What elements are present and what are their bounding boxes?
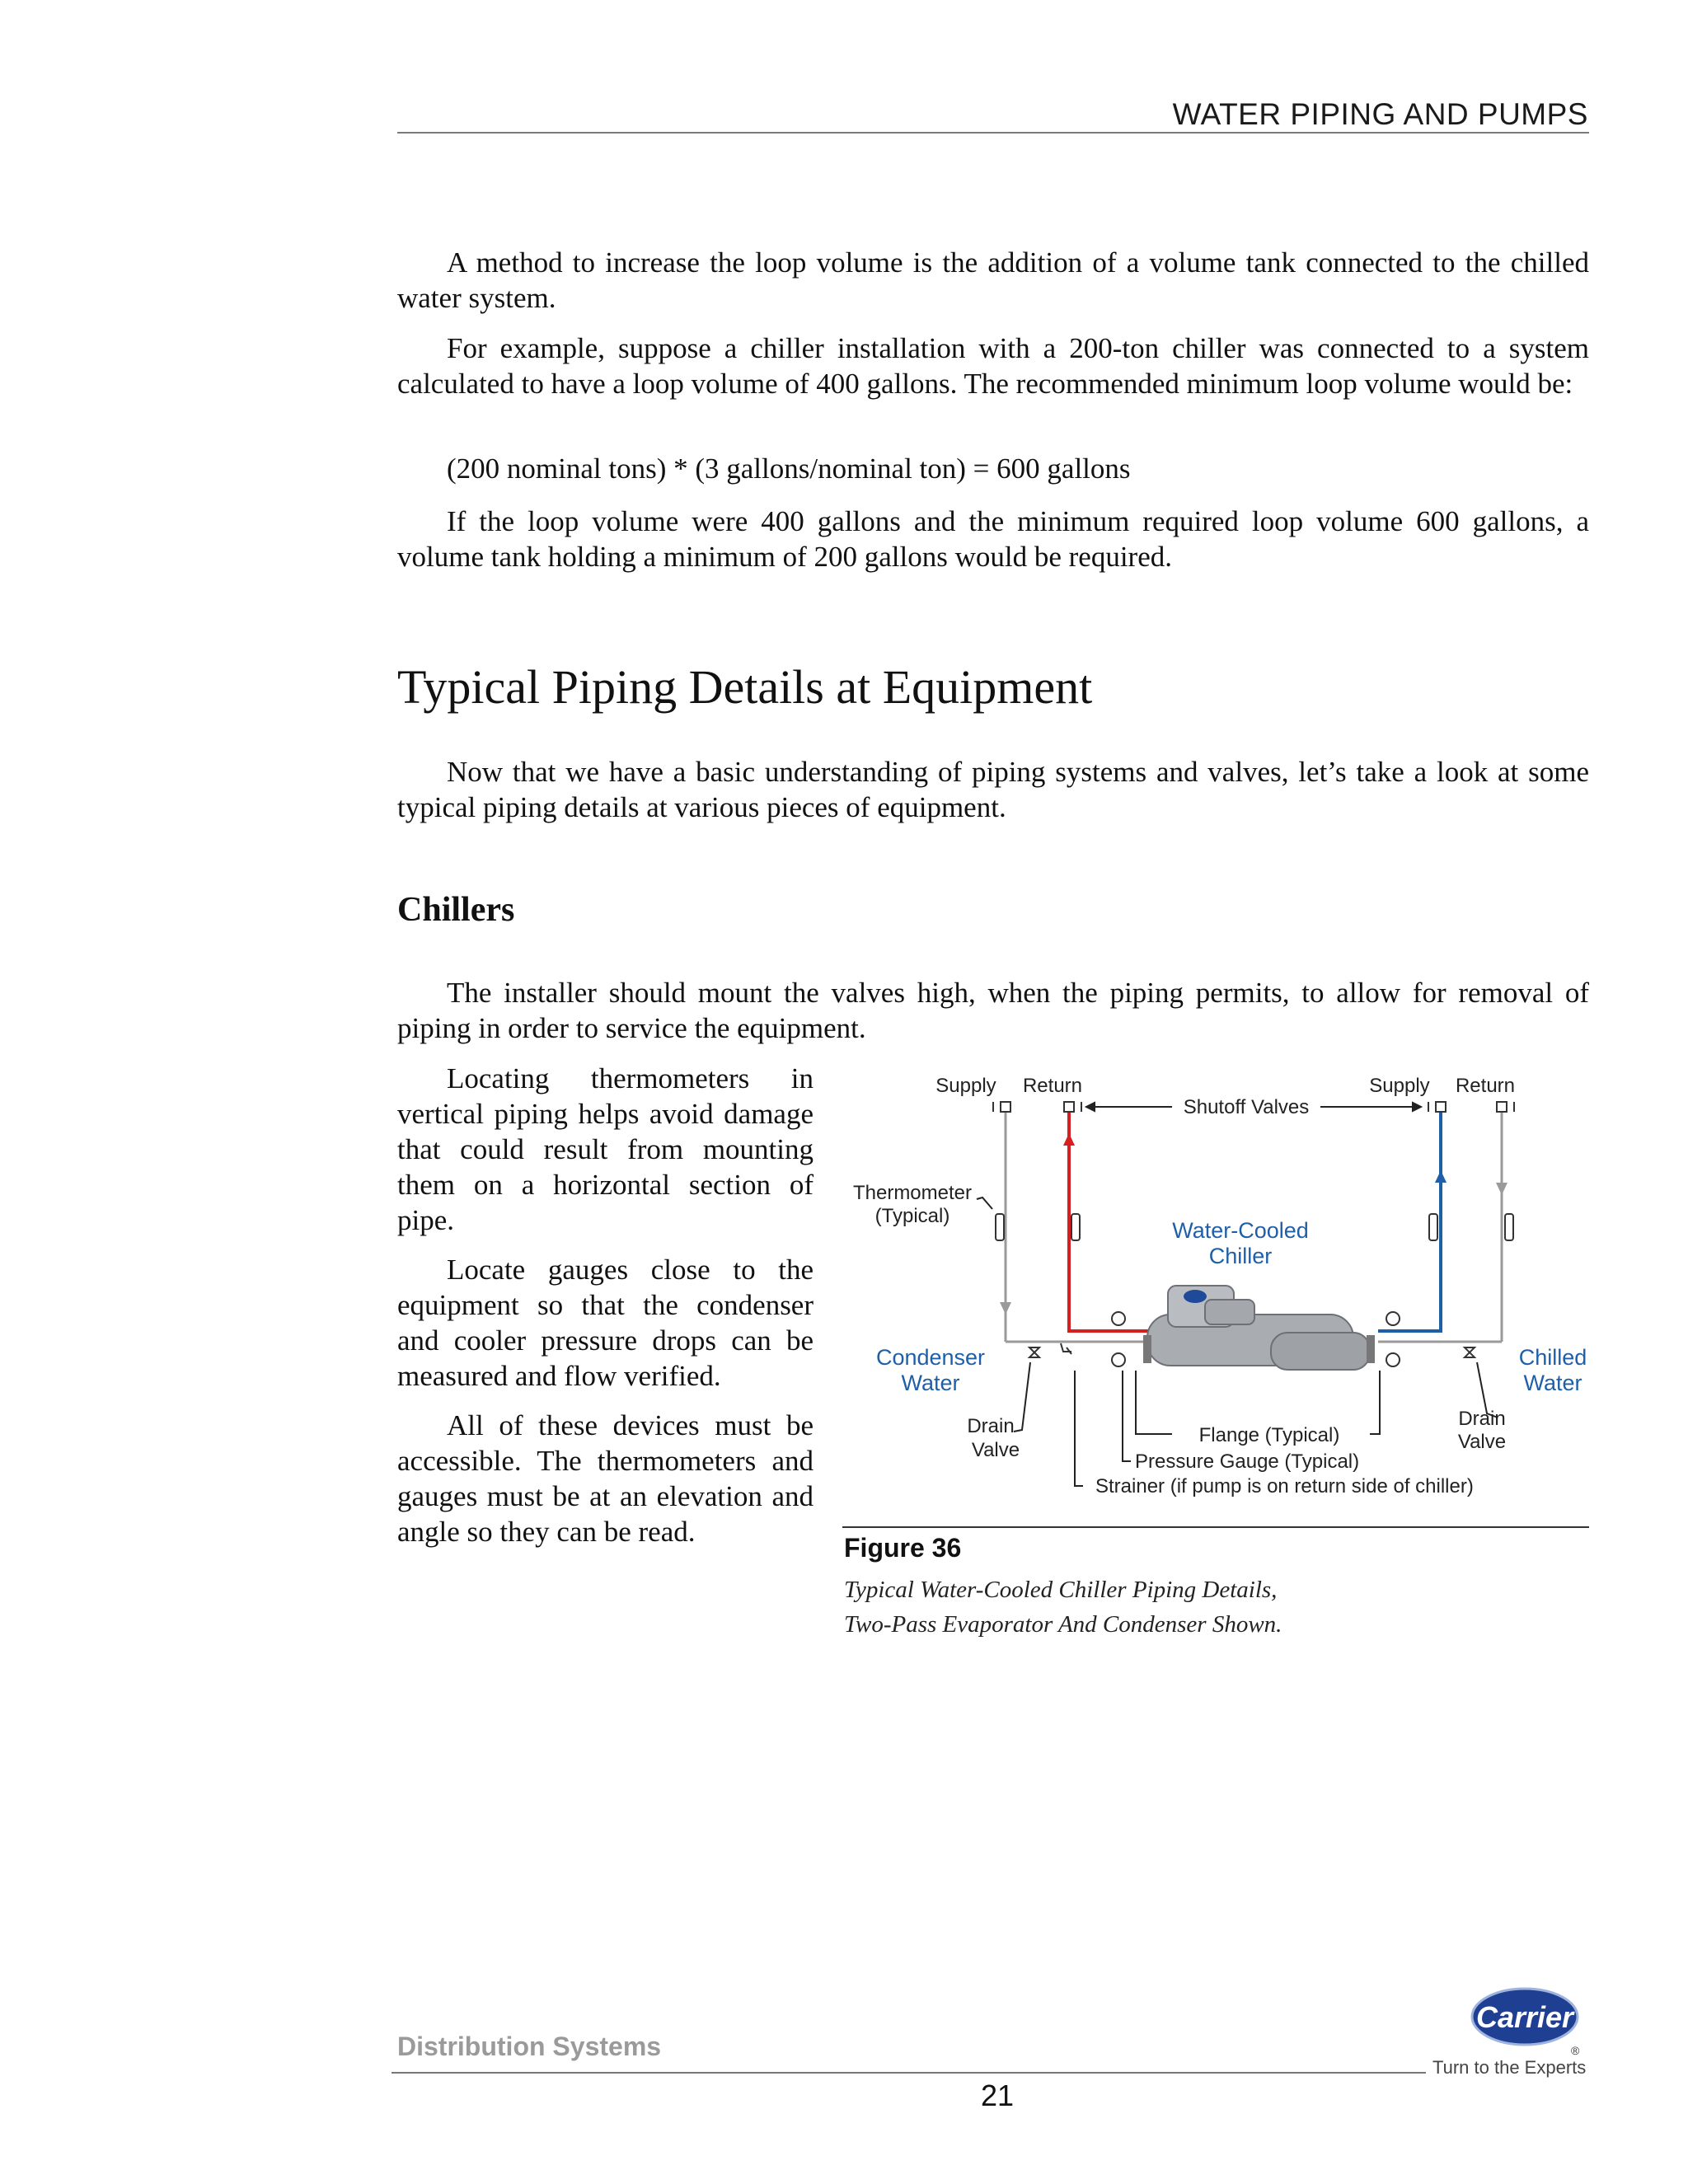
label-supply-left: Supply bbox=[935, 1075, 996, 1097]
label-pressure-gauge: Pressure Gauge (Typical) bbox=[1135, 1451, 1360, 1473]
label-drain-right-1: Drain bbox=[1458, 1408, 1506, 1430]
label-drain-right-2: Valve bbox=[1457, 1431, 1507, 1453]
section-heading: Typical Piping Details at Equipment bbox=[397, 660, 1093, 714]
label-drain-left-1: Drain bbox=[967, 1415, 1015, 1437]
flow-arrow-right bbox=[1496, 1183, 1507, 1195]
strainer-icon bbox=[1061, 1343, 1071, 1354]
intro-paragraph-4: If the loop volume were 400 gallons and the minimum required loop volume 600 gallons, a volume tank holding a minimum of 200 gallons would be required. bbox=[397, 505, 1589, 573]
logo-tagline: Turn to the Experts bbox=[1432, 2057, 1587, 2078]
running-header: WATER PIPING AND PUMPS bbox=[1172, 97, 1588, 131]
side-paragraph-1: Locating thermometers in vertical piping helps avoid damage that could result from mounting them on a horizontal section of pipe. bbox=[397, 1062, 814, 1236]
flow-arrow-left bbox=[1000, 1302, 1011, 1315]
label-flange: Flange (Typical) bbox=[1198, 1424, 1340, 1446]
subsection-heading: Chillers bbox=[397, 891, 515, 929]
section-intro: Now that we have a basic understanding of piping systems and valves, let’s take a look at some typical piping details at various pieces of equipment. bbox=[397, 756, 1589, 823]
chiller-unit bbox=[1143, 1286, 1375, 1370]
intro-paragraph-2: For example, suppose a chiller installation with a 200-ton chiller was connected to a system calculated to have a loop volume of 400 gallons. The recommended minimum loop volume would be: bbox=[397, 332, 1589, 400]
footer-rule bbox=[392, 2072, 1426, 2074]
label-thermometer: Thermometer bbox=[852, 1182, 973, 1204]
label-chilled-2: Water bbox=[1523, 1371, 1582, 1395]
intro-equation: (200 nominal tons) * (3 gallons/nominal ton) = 600 gallons bbox=[447, 452, 1131, 485]
label-chiller-1: Water-Cooled bbox=[1172, 1218, 1309, 1243]
figure-label: Figure 36 bbox=[844, 1533, 962, 1563]
page-number: 21 bbox=[980, 2079, 1015, 2112]
chillers-paragraph: The installer should mount the valves high, when the piping permits, to allow for removal of piping in order to service the equipment. bbox=[397, 977, 1589, 1044]
label-drain-left-2: Valve bbox=[971, 1439, 1020, 1461]
side-paragraph-2: Locate gauges close to the equipment so that the condenser and cooler pressure drops can be measured and flow verified. bbox=[397, 1254, 814, 1392]
chiller-piping-diagram bbox=[842, 1067, 1589, 1516]
carrier-logo bbox=[1426, 1982, 1615, 2081]
label-strainer: Strainer (if pump is on return side of chiller) bbox=[1095, 1475, 1474, 1497]
figure-caption-line-1: Typical Water-Cooled Chiller Piping Details, bbox=[844, 1577, 1278, 1603]
label-chilled-1: Chilled bbox=[1518, 1345, 1587, 1370]
label-condenser-1: Condenser bbox=[875, 1345, 986, 1370]
footer-title: Distribution Systems bbox=[397, 2032, 662, 2061]
label-condenser-2: Water bbox=[901, 1371, 960, 1395]
label-chiller-2: Chiller bbox=[1208, 1244, 1273, 1268]
svg-text:®: ® bbox=[1571, 2044, 1580, 2057]
side-paragraph-3: All of these devices must be accessible. The thermometers and gauges must be at an elevation and angle so they can be read. bbox=[397, 1409, 814, 1548]
header-rule bbox=[397, 132, 1589, 134]
label-return-right: Return bbox=[1455, 1075, 1516, 1097]
label-shutoff-valves: Shutoff Valves bbox=[1183, 1096, 1310, 1118]
carrier-badge-icon bbox=[1184, 1290, 1207, 1303]
logo-wordmark: Carrier bbox=[1475, 2000, 1574, 2034]
figure-rule bbox=[842, 1526, 1589, 1528]
figure-caption-line-2: Two-Pass Evaporator And Condenser Shown. bbox=[844, 1611, 1282, 1638]
intro-paragraph-1: A method to increase the loop volume is the addition of a volume tank connected to the chilled water system. bbox=[397, 246, 1589, 314]
label-return-left: Return bbox=[1022, 1075, 1083, 1097]
label-supply-right: Supply bbox=[1369, 1075, 1430, 1097]
label-thermometer-typical: (Typical) bbox=[874, 1205, 950, 1227]
